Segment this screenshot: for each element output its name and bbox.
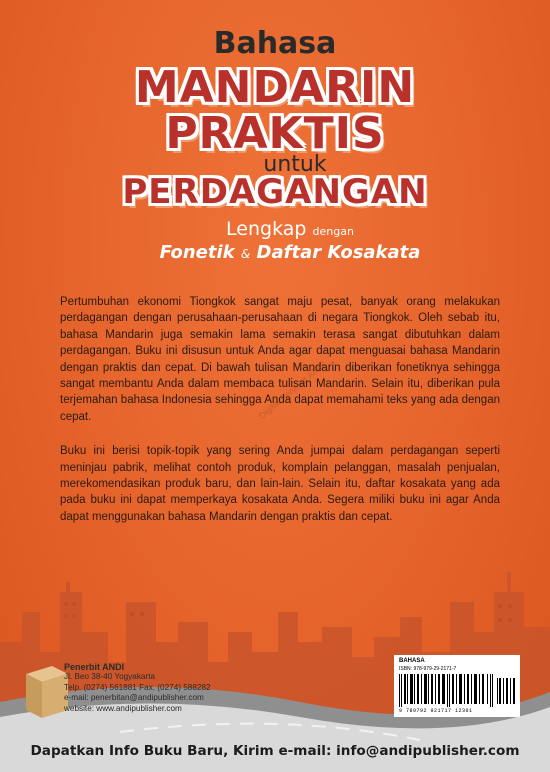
barcode-digits: 9 789792 921717 12301 (399, 708, 473, 714)
subtitle-lengkap-word: Lengkap (226, 218, 307, 240)
subtitle-fonetik (0, 242, 550, 263)
barcode-category: BAHASA (399, 658, 425, 664)
title-perdagangan: PERDAGANGAN (122, 172, 428, 212)
subtitle-fonetik-word: Fonetik (159, 242, 235, 263)
isbn-barcode (394, 655, 520, 717)
subtitle-daftar-kosakata: Daftar Kosakata (256, 242, 421, 263)
barcode-isbn: ISBN: 978-979-29-2171-7 (399, 666, 457, 672)
footer-text: Dapatkan Info Buku Baru, Kirim e-mail: info@andipublisher.com (30, 743, 520, 759)
publisher-email: e-mail: penerbitan@andipublisher.com (64, 693, 204, 703)
publisher-info (64, 662, 211, 714)
publisher-name: Penerbit ANDI (64, 662, 125, 672)
package-box-icon (22, 660, 70, 720)
blurb-paragraph-1: Pertumbuhan ekonomi Tiongkok sangat maju pesat, banyak orang melakukan perdagangan dengan perusahaan-perusahaan di negara Tiongkok. Oleh sebab itu, bahasa Mandarin juga semakin lama semakin terasa sangat dibutuhkan dalam perdagangan. Buku ini disusun untuk Anda agar dapat menguasai bahasa Mandarin dengan praktis dan cepat. Di bawah tulisan Mandarin diberikan fonetiknya sehingga sangat membantu Anda dalam membaca tulisan Mandarin. Selain itu, diberikan pula terjemahan bahasa Indonesia sehingga Anda dapat memahami teks yang ada dengan cepat. (60, 296, 500, 423)
publisher-address: Jl. Beo 38-40 Yogyakarta (64, 672, 156, 682)
publisher-website: website: www.andipublisher.com (64, 703, 182, 713)
title-bahasa: Bahasa (213, 26, 337, 61)
title-praktis: PRAKTIS (165, 108, 385, 159)
subtitle-dengan-word: dengan (312, 225, 354, 238)
title-untuk: untuk (263, 152, 327, 177)
subtitle-lengkap (0, 218, 550, 240)
subtitle-ampersand: & (240, 247, 251, 261)
watermark-text: Digital Penerbit ANDI (256, 358, 328, 422)
publisher-phone: Telp. (0274) 561881 Fax. (0274) 588282 (64, 682, 211, 692)
blurb (60, 294, 500, 543)
footer-banner (0, 730, 550, 772)
title-mandarin: MANDARIN (134, 62, 416, 113)
barcode-bars-icon (399, 674, 515, 707)
blurb-paragraph-2: Buku ini berisi topik-topik yang sering Anda jumpai dalam perdagangan seperti meninjau pabrik, melihat contoh produk, komplain pelanggan, masalah penjualan, merekomendasikan produk baru, dan lain-lain. Selain itu, daftar kosakata yang ada pada buku ini dapat memperkaya kosakata Anda. Segera miliki buku ini agar Anda dapat menggunakan bahasa Mandarin dengan praktis dan cepat. (60, 445, 500, 523)
